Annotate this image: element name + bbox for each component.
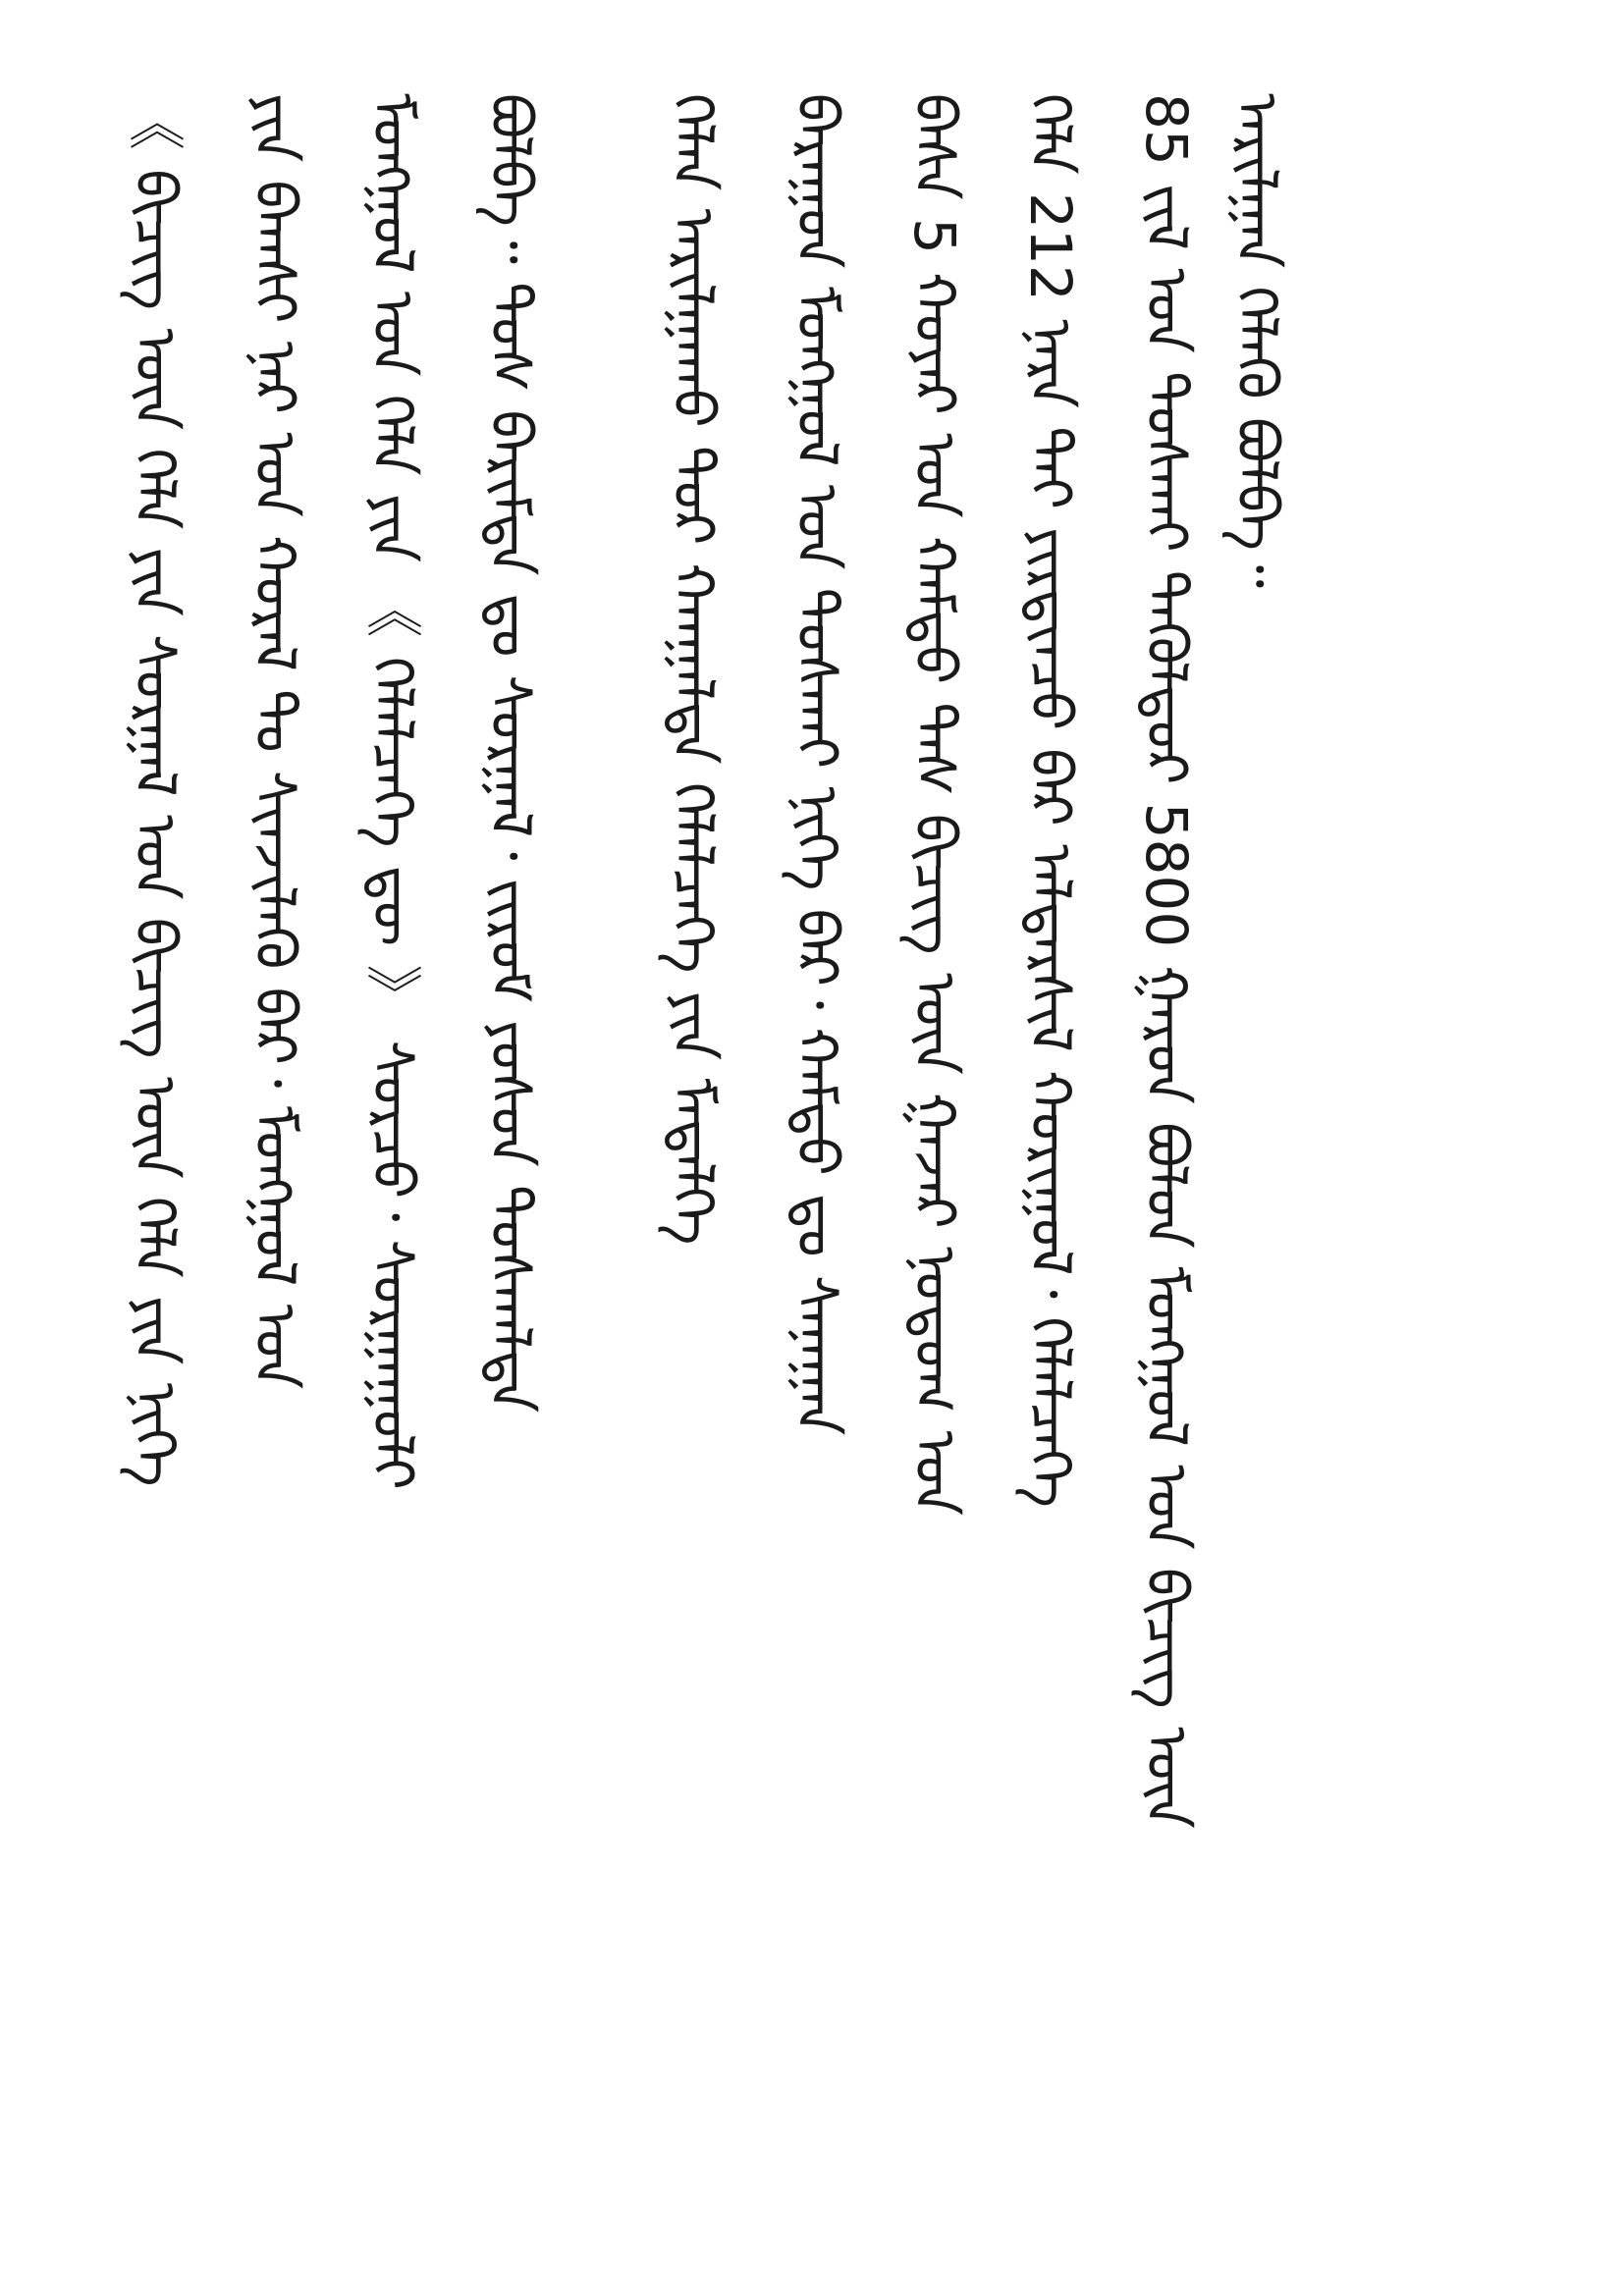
text-line-1: ᠠᠷᠢᠯᠭᠠᠨ ᠬᠡᠯᠡᠬᠦ ᠪᠣᠯᠪᠠ᠃ — [1223, 93, 1290, 589]
text-line-8: ᠮᠣᠩᠭᠣᠯ ᠤᠨ ᠬᠡᠯᠡ ᠶᠢᠨ 《 ᠬᠡᠯᠡᠯᠴᠡᠭᠡ ᠳᠦ 》 ᠰᠤᠷᠴᠤ᠂ ᠰᠤᠷᠭᠠᠭᠤᠯᠢ — [359, 93, 426, 1490]
text-line-9: ᠶᠢᠨ ᠪᠠᠭᠰᠢ ᠨᠠᠷ ᠤᠨ ᠬᠤᠷᠠᠯ ᠲᠤ ᠰᠢᠨᠵᠢᠯᠡᠬᠦ ᠪᠠᠷ᠂ ᠮᠣᠩᠭᠣᠯ ᠤᠨ — [242, 93, 308, 1390]
text-line-3: ᠬᠡᠯᠡ 212 ᠨᠡᠷᠡ ᠲᠠᠢ ᠶᠢᠷᠲᠢᠨᠴᠦ ᠪᠡᠷ ᠠᠯᠳᠠᠷᠰᠢᠯ ᠬᠣᠷᠢᠭᠣᠯ᠂ ᠬᠡᠯᠡᠯᠴᠡᠭᠡ — [1017, 93, 1084, 1508]
text-line-5: ᠪᠠᠷᠠᠭᠤᠨ ᠮᠣᠩᠭᠣᠯ ᠤᠨ ᠲᠤᠰᠭᠠᠢ ᠨᠢᠭᠡ ᠪᠡᠷ᠂ ᠬᠠᠮᠲᠤ ᠳᠤ ᠰᠠᠨᠠᠭᠠᠨ — [784, 93, 850, 1436]
text-line-6: ᠬᠡᠯᠡᠨ ᠠᠷᠢᠯᠭᠠᠬᠤ ᠳᠤᠷ ᠬᠠᠨᠭᠠᠯᠲᠠ ᠬᠡᠯᠡᠯᠴᠡᠭᠡ ᠶᠢᠨ ᠮᠡᠳᠡᠯᠭᠡ — [660, 93, 727, 1246]
text-line-2: 85 ᠵᠢᠯ ᠤᠨ ᠲᠤᠰᠭᠠᠢ ᠲᠡᠭᠦᠯᠳᠦᠷ 5800 ᠭᠠᠷᠤᠨ ᠪᠣᠯᠤᠨ ᠮᠣᠩᠭᠣᠯ ᠤᠨ ᠪᠢᠴᠢᠭ ᠦᠨ — [1133, 93, 1200, 1829]
text-line-4: ᠪᠠᠰᠠ 5 ᠬᠣᠶᠠᠷ ᠤᠨ ᠬᠠᠮᠲᠤ ᠲᠠᠰ ᠪᠢᠴᠢᠭ ᠦᠨ ᠭᠠᠵᠠᠷ ᠨᠤᠲᠤᠭ ᠤᠨ — [901, 93, 968, 1517]
text-line-10: 《 ᠪᠢᠴᠢᠭ ᠦᠨ ᠬᠡᠯᠡ ᠶᠢᠨ ᠰᠤᠷᠭᠠᠯ ᠤᠨ ᠪᠢᠴᠢᠭ ᠦᠨ ᠬᠡᠯᠡ ᠶᠢᠨ ᠨᠢᠭᠡ — [122, 93, 189, 1487]
text-line-7: ᠪᠣᠯᠪᠠ᠃ ᠲᠤᠰ ᠪᠠᠷᠢᠮᠲᠠ ᠳᠤ ᠰᠤᠷᠭᠠᠯ᠂ ᠵᠢᠷᠤᠮ ᠶᠣᠰᠤᠨ ᠲᠤᠰᠬᠠᠯᠲᠠ — [477, 93, 544, 1414]
